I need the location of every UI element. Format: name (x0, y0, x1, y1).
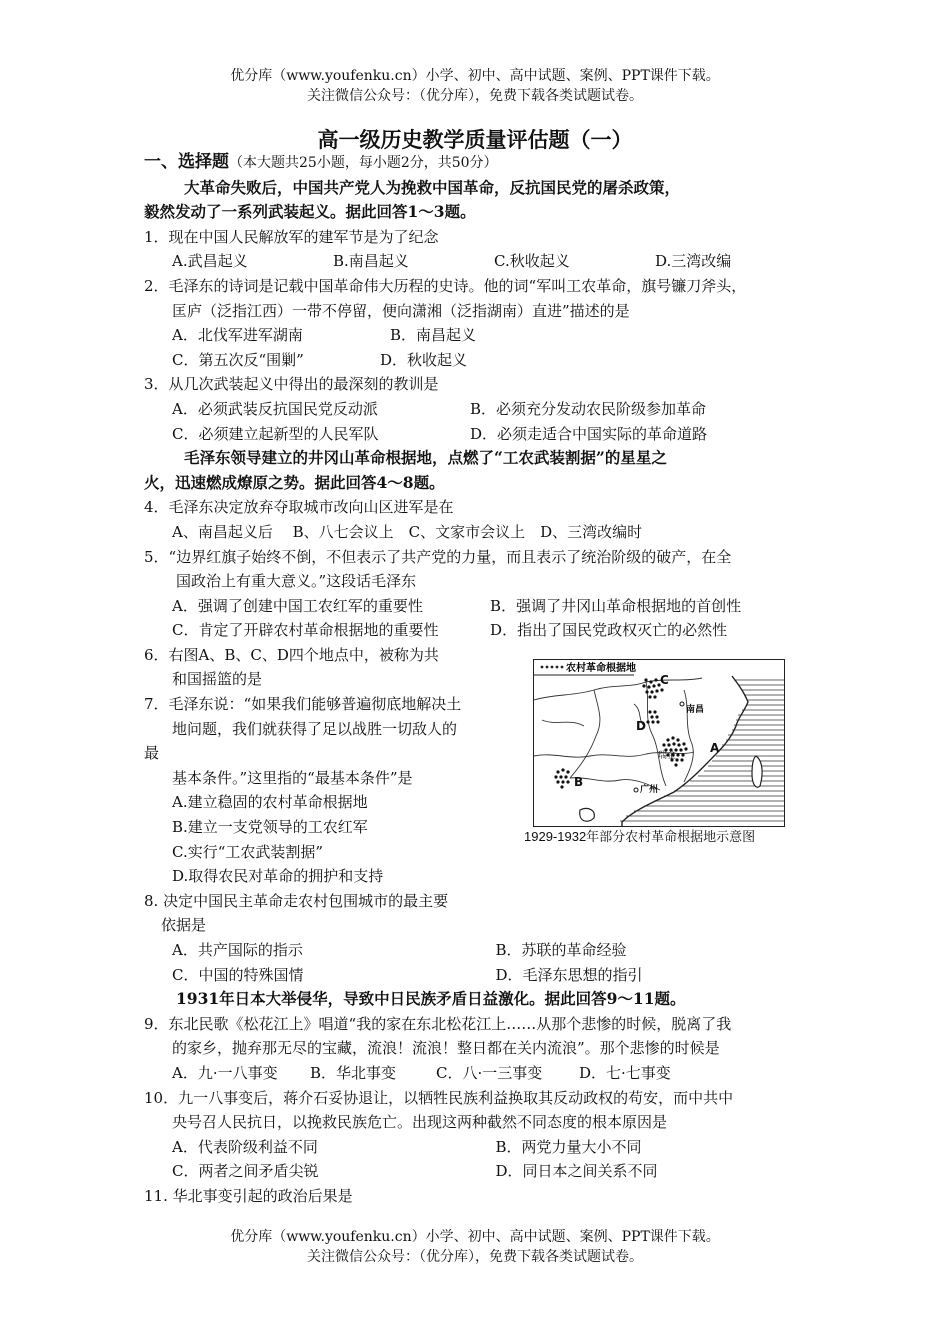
q11-stem: 11. 华北事变引起的政治后果是 (144, 1186, 353, 1205)
header-line-1: 优分库（www.youfenku.cn）小学、初中、高中试题、案例、PPT课件下载。 (230, 68, 720, 84)
footer-line-1: 优分库（www.youfenku.cn）小学、初中、高中试题、案例、PPT课件下载。 (230, 1229, 720, 1245)
q8-stem-line-2: 依据是 (161, 916, 207, 935)
q9-option-b: B．华北事变 (310, 1063, 397, 1082)
q2-option-c: C．第五次反“围剿” (172, 350, 304, 369)
q4-options: A、南昌起义后 B、八七会议上 C、文家市会议上 D、三湾改编时 (172, 522, 643, 541)
intro-3: 1931年日本大举侵华，导致中日民族矛盾日益激化。据此回答9～11题。 (176, 989, 686, 1009)
q9-option-c: C．八·一三事变 (436, 1063, 543, 1082)
intro-1-line-2: 毅然发动了一系列武装起义。据此回答1～3题。 (144, 202, 476, 222)
guangzhou-marker (634, 788, 638, 792)
q10-options-row-2 (144, 1159, 816, 1184)
q8-options-row-2 (144, 963, 816, 988)
q10-option-d: D．同日本之间关系不同 (495, 1162, 658, 1181)
q10-options-row-1 (144, 1135, 816, 1160)
q10-stem-line-2: 央号召人民抗日，以挽救民族危亡。出现这两种截然不同态度的根本原因是 (172, 1113, 668, 1132)
coastline (622, 676, 748, 826)
label-b: B (574, 775, 584, 789)
label-a: A (710, 741, 720, 755)
base-areas-map (533, 659, 785, 827)
q5-options-row-1 (144, 594, 816, 619)
q1-options (144, 249, 816, 274)
q10-option-c: C．两者之间矛盾尖锐 (172, 1162, 319, 1181)
q10-option-b: B．两党力量大小不同 (495, 1137, 642, 1156)
map-title: 农村革命根据地 (566, 663, 636, 674)
label-d: D (636, 719, 646, 733)
label-ruijin: 瑞金 (658, 751, 677, 761)
section-note: （本大题共25小题，每小题2分，共50分） (229, 155, 498, 171)
q6-stem-line-2: 和国摇篮的是 (172, 670, 263, 689)
q3-stem: 3．从几次武装起义中得出的最深刻的教训是 (144, 375, 439, 394)
footer-line-2: 关注微信公众号：（优分库），免费下载各类试题试卷。 (307, 1249, 643, 1265)
intro-2-line-2: 火，迅速燃成燎原之势。据此回答4～8题。 (144, 472, 445, 492)
province-boundaries (534, 678, 705, 790)
map-drawing (534, 660, 784, 826)
q4-stem: 4．毛泽东决定放弃夺取城市改向山区进军是在 (144, 498, 454, 517)
q7-stem-line-2: 地问题，我们就获得了足以战胜一切敌人的 (172, 719, 458, 738)
q3-option-b: B．必须充分发动农民阶级参加革命 (470, 399, 707, 418)
sea-hatching (620, 680, 784, 821)
map-title-dots (541, 666, 564, 669)
q5-stem-line-2: 国政治上有重大意义。”这段话毛泽东 (176, 572, 417, 591)
intro-1-line-1: 大革命失败后，中国共产党人为挽救中国革命，反抗国民党的屠杀政策， (184, 177, 681, 197)
q5-options-row-2 (144, 618, 816, 643)
q1-option-a: A.武昌起义 (172, 252, 248, 271)
q8-option-a: A．共产国际的指示 (172, 941, 303, 959)
q10-option-a: A．代表阶级利益不同 (172, 1137, 318, 1156)
q7-option-d: D.取得农民对革命的拥护和支持 (172, 867, 384, 886)
q7-option-c: C.实行“工农武装割据” (172, 842, 324, 861)
page-title: 高一级历史教学质量评估题（一） (317, 128, 633, 152)
intro-2-line-1: 毛泽东领导建立的井冈山革命根据地，点燃了“工农武装割据”的星星之 (184, 448, 667, 468)
section-heading: 一、选择题 (144, 152, 229, 172)
q10-stem-line-1: 10．九一八事变后，蒋介石妥协退让，以牺牲民族利益换取其反动政权的苟安，而中共中 (144, 1088, 734, 1107)
q3-options-row-2 (144, 422, 816, 447)
q5-option-a: A．强调了创建中国工农红军的重要性 (172, 596, 423, 615)
q3-option-c: C．必须建立起新型的人民军队 (172, 424, 379, 443)
q2-options-row-2 (144, 348, 816, 373)
hainan-island (580, 808, 595, 821)
q8-options-row-1 (144, 938, 816, 963)
header-line-2: 关注微信公众号：（优分库），免费下载各类试题试卷。 (307, 88, 643, 104)
q9-options (144, 1061, 816, 1086)
label-c: C (660, 673, 669, 687)
q1-option-d: D.三湾改编 (655, 252, 732, 271)
q1-option-c: C.秋收起义 (494, 252, 570, 271)
q3-option-d: D．必须走适合中国实际的革命道路 (470, 424, 708, 443)
q7-stem-line-3: 最 (144, 744, 160, 763)
q5-option-b: B．强调了井冈山革命根据地的首创性 (490, 596, 742, 615)
q5-stem-line-1: 5．“边界红旗子始终不倒，不但表示了共产党的力量，而且表示了统治阶级的破产，在全 (144, 547, 732, 566)
q7-option-b: B.建立一支党领导的工农红军 (172, 818, 368, 837)
q9-stem-line-1: 9．东北民歌《松花江上》唱道“我的家在东北松花江上……从那个悲惨的时候，脱离了我 (144, 1014, 732, 1033)
q3-option-a: A．必须武装反抗国民党反动派 (172, 399, 378, 418)
q8-option-d: D．毛泽东思想的指引 (495, 965, 643, 984)
q6-stem-line-1: 6．右图A、B、C、D四个地点中，被称为共 (144, 645, 439, 664)
q5-option-c: C．肯定了开辟农村革命根据地的重要性 (172, 621, 439, 640)
q2-option-a: A．北伐军进军湖南 (172, 326, 303, 345)
q2-option-b: B．南昌起义 (390, 326, 477, 345)
q8-option-c: C．中国的特殊国情 (172, 965, 304, 984)
label-nanchang: 南昌 (686, 705, 705, 715)
q5-option-d: D．指出了国民党政权灭亡的必然性 (490, 621, 728, 640)
q7-option-a: A.建立稳固的农村革命根据地 (172, 793, 368, 812)
q3-options-row-1 (144, 397, 816, 422)
q1-option-b: B.南昌起义 (333, 252, 409, 271)
q9-stem-line-2: 的家乡，抛弃那无尽的宝藏，流浪！流浪！整日都在关内流浪”。那个悲惨的时候是 (172, 1039, 720, 1058)
area-b-dots (554, 768, 569, 788)
area-d-dots (646, 710, 659, 723)
q7-stem-line-4: 基本条件。”这里指的“最基本条件”是 (172, 768, 413, 787)
nanchang-marker (680, 702, 684, 706)
q1-stem: 1．现在中国人民解放军的建军节是为了纪念 (144, 227, 439, 246)
q2-stem-line-1: 2．毛泽东的诗词是记载中国革命伟大历程的史诗。他的词“军叫工农革命，旗号镰刀斧头， (144, 276, 747, 295)
q2-options-row-1 (144, 323, 816, 348)
label-guangzhou: 广州 (640, 785, 659, 795)
q7-stem-line-1: 7．毛泽东说：“如果我们能够普遍彻底地解决土 (144, 695, 462, 714)
page-footer (0, 1227, 950, 1267)
q2-stem-line-2: 匡庐（泛指江西）一带不停留，便向潇湘（泛指湖南）直进”描述的是 (172, 301, 630, 320)
q9-option-a: A．九·一八事变 (172, 1063, 278, 1082)
map-caption: 1929-1932年部分农村革命根据地示意图 (524, 829, 756, 844)
q9-option-d: D．七·七事变 (579, 1063, 671, 1082)
q2-option-d: D．秋收起义 (380, 350, 468, 369)
q8-stem-line-1: 8. 决定中国民主革命走农村包围城市的最主要 (144, 891, 449, 910)
page-header (0, 66, 950, 106)
q8-option-b: B．苏联的革命经验 (495, 941, 627, 959)
